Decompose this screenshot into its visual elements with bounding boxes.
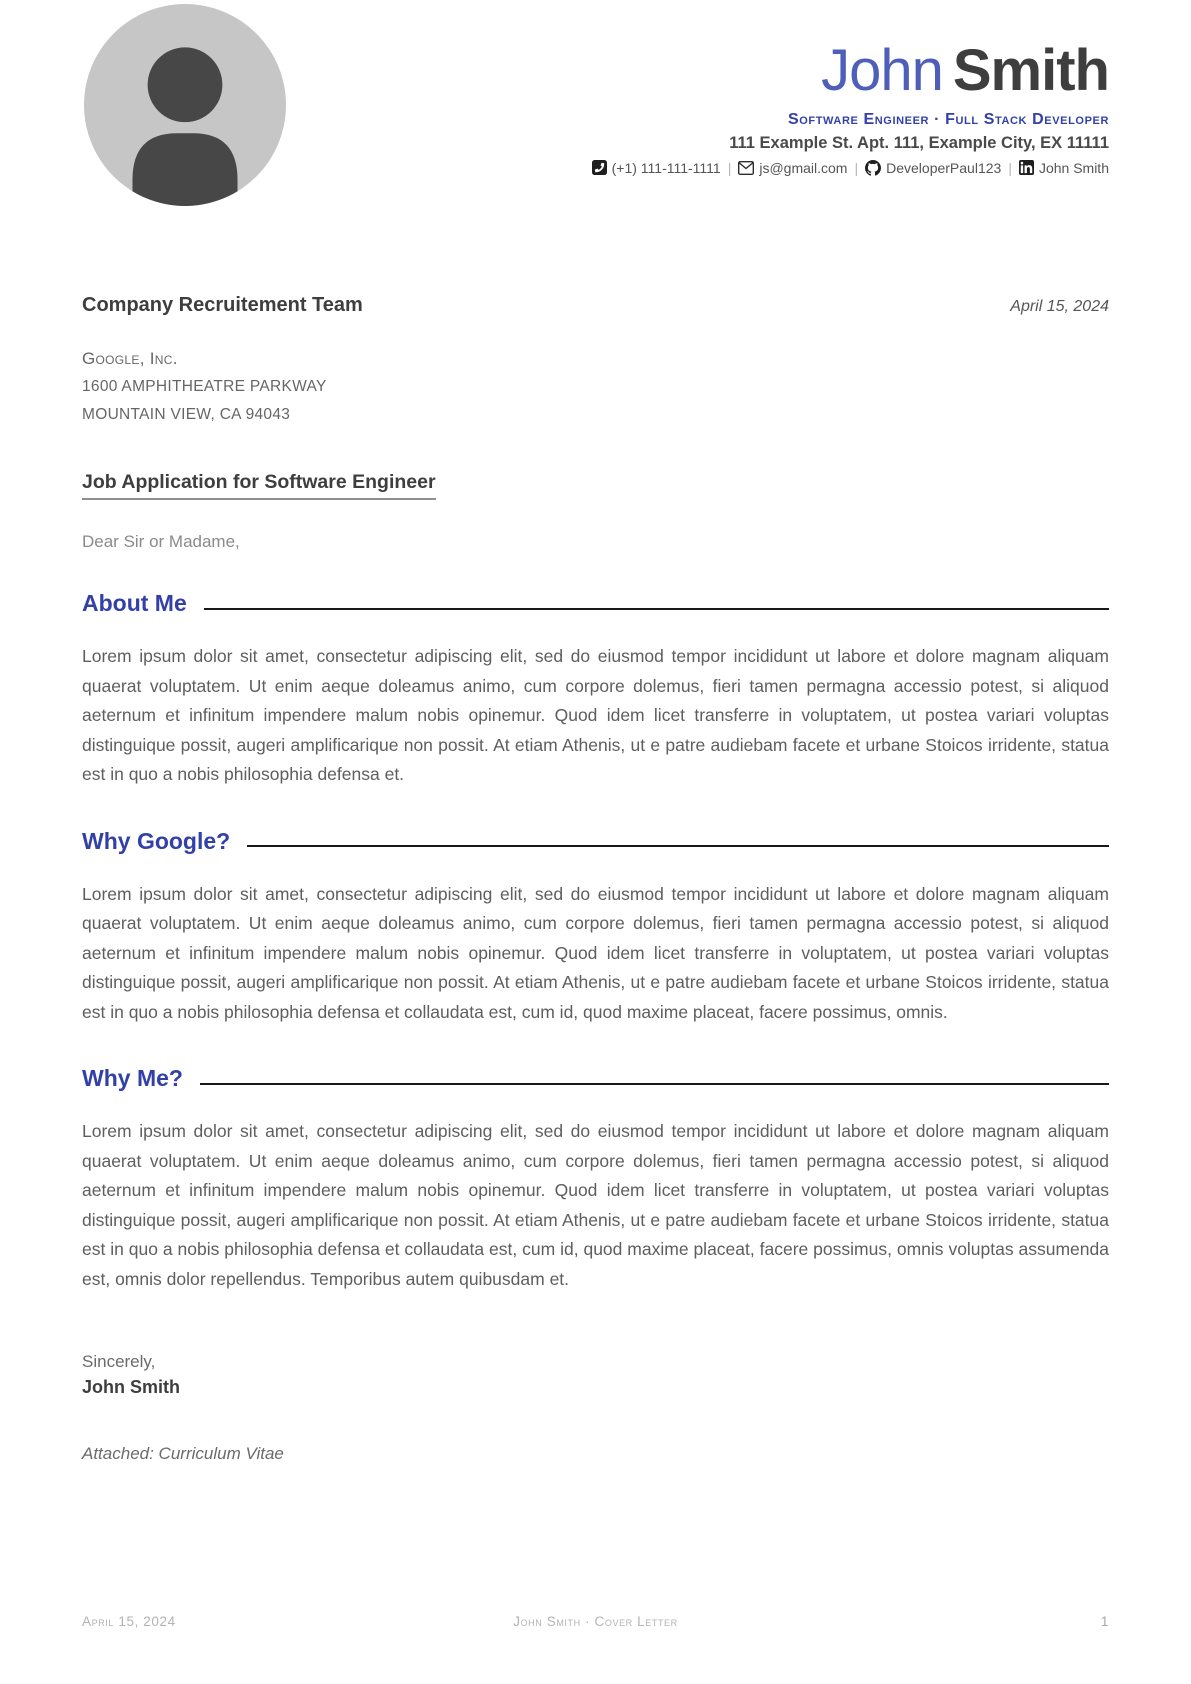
section-title: Why Google? xyxy=(82,827,231,854)
page-footer xyxy=(82,1614,1109,1629)
section-paragraph: Lorem ipsum dolor sit amet, consectetur adipiscing elit, sed do eiusmod tempor incididunt ut labore et dolore magnam aliquam quaerat voluptatem. Ut enim aeque doleamus animo, cum corpore dolemus, fieri tamen permagna accessio potest, si aliquod aeternum et infinitum impendere malum nobis opinemur. Quod idem licet transferre in voluptatem, ut postea variari voluptas distinguique possit, augeri amplificarique non possit. At etiam Athenis, ut e patre audiebam facete et urbane Stoicos irridente, statua est in quo a nobis philosophia defensa et. xyxy=(82,646,1109,784)
section-paragraph: Lorem ipsum dolor sit amet, consectetur adipiscing elit, sed do eiusmod tempor incididunt ut labore et dolore magnam aliquam quaerat voluptatem. Ut enim aeque doleamus animo, cum corpore dolemus, fieri tamen permagna accessio potest, si aliquod aeternum et infinitum impendere malum nobis opinemur. Quod idem licet transferre in voluptatem, ut postea variari voluptas distinguique possit, augeri amplificarique non possit. At etiam Athenis, ut e patre audiebam facete et urbane Stoicos irridente, statua est in quo a nobis philosophia defensa et collaudata est, cum id, quod maxime placeat, facere possimus, omnis. xyxy=(82,883,1109,1022)
attachment-note: Attached: Curriculum Vitae xyxy=(82,1444,284,1463)
linkedin-item[interactable] xyxy=(1019,160,1109,176)
email-item[interactable] xyxy=(738,160,847,176)
letter-subject: Job Application for Software Engineer xyxy=(82,471,436,500)
github-item[interactable] xyxy=(865,160,1001,176)
linkedin-name: John Smith xyxy=(1038,159,1109,176)
closing-block xyxy=(82,1352,1109,1464)
linkedin-icon xyxy=(1019,160,1034,175)
section-why-google xyxy=(82,828,1109,1028)
section-title: Why Me? xyxy=(82,1065,183,1091)
first-name: John xyxy=(821,38,943,103)
footer-date: April 15, 2024 xyxy=(82,1614,176,1629)
section-rule xyxy=(204,608,1109,610)
last-name: Smith xyxy=(952,38,1109,103)
section-title: About Me xyxy=(82,590,187,616)
section-paragraph: Lorem ipsum dolor sit amet, consectetur adipiscing elit, sed do eiusmod tempor incididunt ut labore et dolore magnam aliquam quaerat voluptatem. Ut enim aeque doleamus animo, cum corpore dolemus, fieri tamen permagna accessio potest, si aliquod aeternum et infinitum impendere malum nobis opinemur. Quod idem licet transferre in voluptatem, ut postea variari voluptas distinguique possit, augeri amplificarique non possit. At etiam Athenis, ut e patre audiebam facete et urbane Stoicos irridente, statua est in quo a nobis philosophia defensa et collaudata est, cum id, quod maxime placeat, facere possimus, omnis voluptas assumenda est, omnis dolor repellendus. Temporibus autem quibusdam et. xyxy=(82,1121,1109,1289)
letter-date: April 15, 2024 xyxy=(1010,298,1109,315)
job-tagline: Software Engineer · Full Stack Developer xyxy=(787,110,1109,128)
section-rule xyxy=(247,845,1109,847)
github-username: DeveloperPaul123 xyxy=(886,159,1002,176)
salutation: Dear Sir or Madame, xyxy=(82,532,240,551)
recipient-name: Company Recruitement Team xyxy=(82,294,363,316)
company-name: Google, Inc. xyxy=(82,349,178,368)
company-address-line: MOUNTAIN VIEW, CA 94043 xyxy=(82,406,291,423)
recipient-row xyxy=(82,294,1109,317)
github-icon xyxy=(865,160,881,176)
section-rule xyxy=(200,1083,1109,1085)
phone-number: (+1) 111-111-1111 xyxy=(611,159,721,176)
street-address: 111 Example St. Apt. 111, Example City, EX 11111 xyxy=(729,133,1109,152)
footer-title: John Smith · Cover Letter xyxy=(513,1614,678,1629)
contact-separator: | xyxy=(1008,159,1012,176)
phone-item xyxy=(592,160,721,176)
footer-page-number: 1 xyxy=(1100,1614,1109,1629)
signature-name: John Smith xyxy=(82,1377,180,1397)
letter-header xyxy=(82,0,1109,250)
section-why-me xyxy=(82,1065,1109,1294)
contact-separator: | xyxy=(727,159,732,176)
email-icon xyxy=(738,161,754,175)
section-about-me xyxy=(82,590,1109,790)
contact-separator: | xyxy=(854,159,859,176)
company-address-line: 1600 AMPHITHEATRE PARKWAY xyxy=(82,378,327,395)
phone-icon xyxy=(592,160,607,175)
recipient-address-block xyxy=(82,345,1109,429)
valediction: Sincerely, xyxy=(82,1352,156,1371)
avatar-placeholder-icon xyxy=(84,4,286,206)
email-address: js@gmail.com xyxy=(759,159,848,176)
avatar xyxy=(84,4,286,206)
